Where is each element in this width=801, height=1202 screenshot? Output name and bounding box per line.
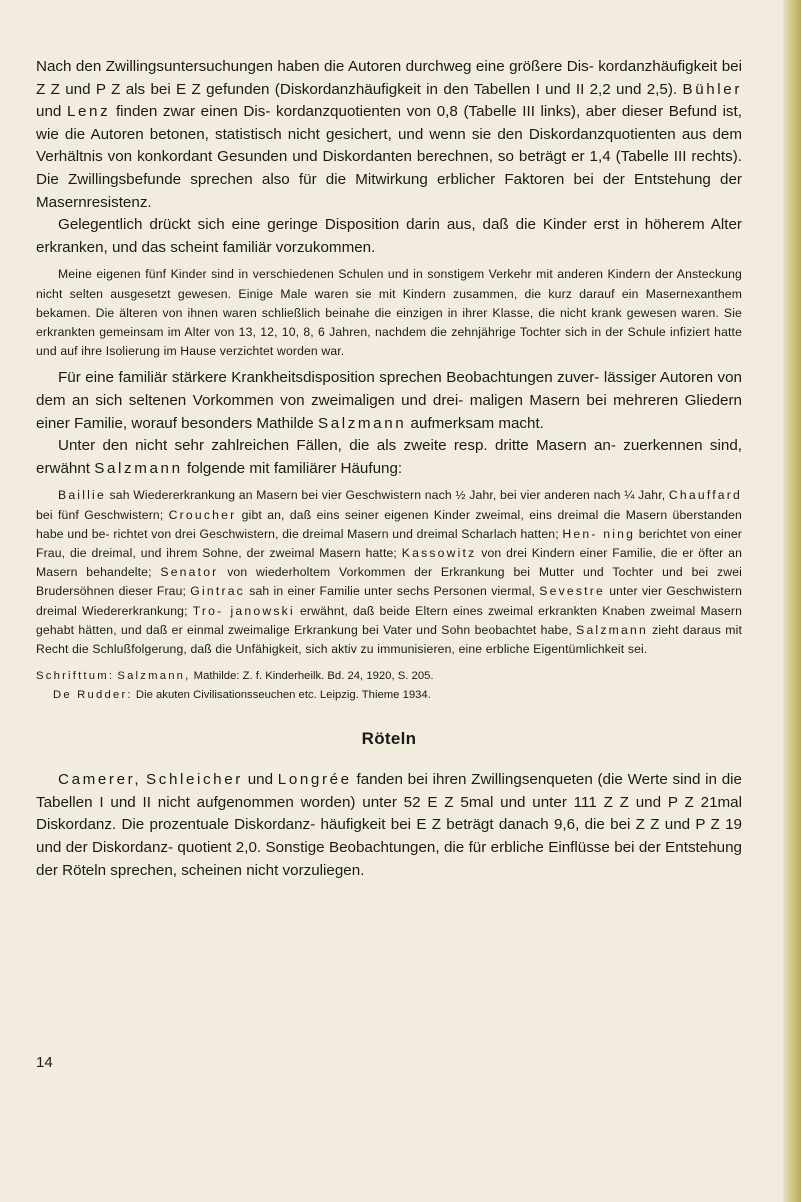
paragraph-second-measles	[36, 435, 742, 480]
paragraph-text: finden zwar einen Dis- kordanzquotienten von 0,8 (Tabelle III links), aber dieser Befund ist, wie die Autoren betonen, statistisch nicht gesichert, und wenn sie den Diskordanzquotienten aus dem Verhältnis von konkordant Gesunden und Diskordanten berechnen, so beträgt er 1,4 (Tabelle III rechts). Die Zwillingsbefunde sprechen also für die Mitwirkung erblicher Faktoren bei der Entstehung der Masernresistenz.	[36, 103, 742, 211]
author-name: Salzmann	[576, 622, 648, 637]
paragraph-rubella	[36, 769, 742, 882]
quote-own-children: Meine eigenen fünf Kinder sind in verschiedenen Schulen und in sonstigem Verkehr mit anderen Kindern der Ansteckung nicht selten ausgesetzt gewesen. Einige Male waren sie mit Kindern zusammen, die kurz darauf ein Masernexanthem bekamen. Die älteren von ihnen waren schließlich beinahe die einzigen in ihrer Klasse, die nicht krank gewesen waren. Sie erkrankten gemeinsam im Alter von 13, 12, 10, 8, 6 Jahren, nachdem die zehnjährige Tochter sich in der Schule infiziert hatte und auf ihre Isolierung im Hause verzichtet worden war.	[36, 267, 742, 359]
author-name: Lenz	[66, 103, 111, 121]
author-name: Bühler	[682, 80, 742, 98]
references-block	[36, 667, 742, 705]
page-edge-shading	[783, 0, 801, 1202]
references-label: Schrifttum:	[36, 670, 115, 683]
reference-item	[36, 667, 742, 686]
section-title: Röteln	[361, 729, 417, 749]
reference-item	[36, 686, 742, 705]
page-number: 14	[36, 1054, 53, 1071]
quote-case-reports	[36, 486, 742, 659]
author-name: Salzmann,	[117, 670, 191, 683]
author-name: Camerer,	[58, 771, 142, 789]
quote-text: unter vier Geschwistern dreimal Wiedererkrankung;	[36, 584, 743, 618]
quote-text: bei fünf Geschwistern;	[36, 507, 164, 522]
book-page	[36, 56, 742, 882]
quote-text: von drei Kindern einer Familie, die er öfter an Masern behandelte;	[36, 545, 742, 580]
author-name: Sevestre	[539, 584, 605, 599]
paragraph-text: Nach den Zwillingsuntersuchungen haben die Autoren durchweg eine größere Dis- kordanzhäufigkeit bei Z Z und P Z als bei E Z gefunden (Diskordanzhäufigkeit in den Tabellen I und II 2,2 und 2,5).	[36, 58, 742, 98]
paragraph-text: und	[247, 771, 274, 789]
author-name: Senator	[160, 565, 219, 580]
quote-text: zieht daraus mit Recht die Schlußfolgerung, daß die Unfähigkeit, sich aktiv zu immunisieren, eine erbliche Eigentümlichkeit sei.	[36, 622, 742, 656]
author-name: Baillie	[58, 488, 106, 503]
author-name: Hen- ning	[562, 526, 636, 541]
paragraph-familial-disposition	[36, 367, 742, 435]
quote-text: sah in einer Familie unter sechs Personen viermal,	[249, 584, 536, 599]
author-name: Chauffard	[668, 488, 742, 503]
author-name: Tro- janowski	[192, 603, 295, 618]
author-name: Salzmann	[94, 459, 183, 477]
quote-text: von wiederholtem Vorkommen der Erkrankung bei Mutter und Tochter und bei zwei Brudersöhnen dieser Frau;	[36, 565, 742, 599]
reference-text: Die akuten Civilisationsseuchen etc. Leipzig. Thieme 1934.	[135, 689, 431, 702]
paragraph-disposition: Gelegentlich drückt sich eine geringe Disposition darin aus, daß die Kinder erst in höherem Alter erkranken, und das scheint familiär vorzukommen.	[36, 216, 742, 256]
author-name: Schleicher	[146, 771, 243, 789]
paragraph-twin-studies	[36, 56, 742, 214]
reference-text: Mathilde: Z. f. Kinderheilk. Bd. 24, 1920, S. 205.	[193, 670, 434, 683]
paragraph-text: fanden bei ihren Zwillingsenqueten (die Werte sind in die Tabellen I und II nicht aufgenommen worden) unter 52 E Z 5mal und unter 111 Z Z und P Z 21mal Diskordanz. Die prozentuale Diskordanz- häufigkeit bei E Z beträgt danach 9,6, die bei Z Z und P Z 19 und der Diskordanz- quotient 2,0. Sonstige Beobachtungen, die für erbliche Einflüsse bei der Entstehung der Röteln sprechen, scheinen nicht vorzuliegen.	[36, 771, 742, 879]
quote-text: gibt an, daß eins seiner eigenen Kinder zweimal, eins dreimal die Masern überstanden habe und be- richtet von drei Geschwistern, die dreimal Masern und dreimal Scharlach hatten;	[36, 507, 742, 541]
quote-text: sah Wiedererkrankung an Masern bei vier Geschwistern nach ½ Jahr, bei vier anderen nach ¼ Jahr,	[109, 488, 666, 503]
paragraph-text: Unter den nicht sehr zahlreichen Fällen, die als zweite resp. dritte Masern an- zuerkennen sind, erwähnt	[36, 437, 742, 477]
author-name: Longrée	[277, 771, 352, 789]
quote-text: erwähnt, daß beide Eltern eines zweimal erkrankten Knaben zweimal Masern gehabt hätten, und daß er einmal zweimalige Erkrankung bei Vater und Sohn beobachtet habe,	[36, 603, 742, 637]
quote-text: berichtet von einer Frau, die dreimal, und ihrem Sohne, der zweimal Masern hatte;	[36, 526, 742, 560]
paragraph-text: und	[36, 103, 62, 121]
author-name: Gintrac	[190, 584, 245, 599]
author-name: Croucher	[168, 507, 237, 522]
paragraph-text: folgende mit familiärer Häufung:	[186, 459, 403, 477]
author-name: Salzmann	[317, 414, 407, 432]
author-name: De Rudder:	[53, 689, 133, 702]
paragraph-text: Für eine familiär stärkere Krankheitsdisposition sprechen Beobachtungen zuver- lässiger Autoren von dem an sich seltenen Vorkommen von zweimaligen und drei- maligen Masern bei mehreren Gliedern einer Familie, worauf besonders Mathilde	[36, 369, 742, 432]
author-name: Kassowitz	[401, 545, 477, 560]
paragraph-text: aufmerksam macht.	[410, 414, 544, 432]
